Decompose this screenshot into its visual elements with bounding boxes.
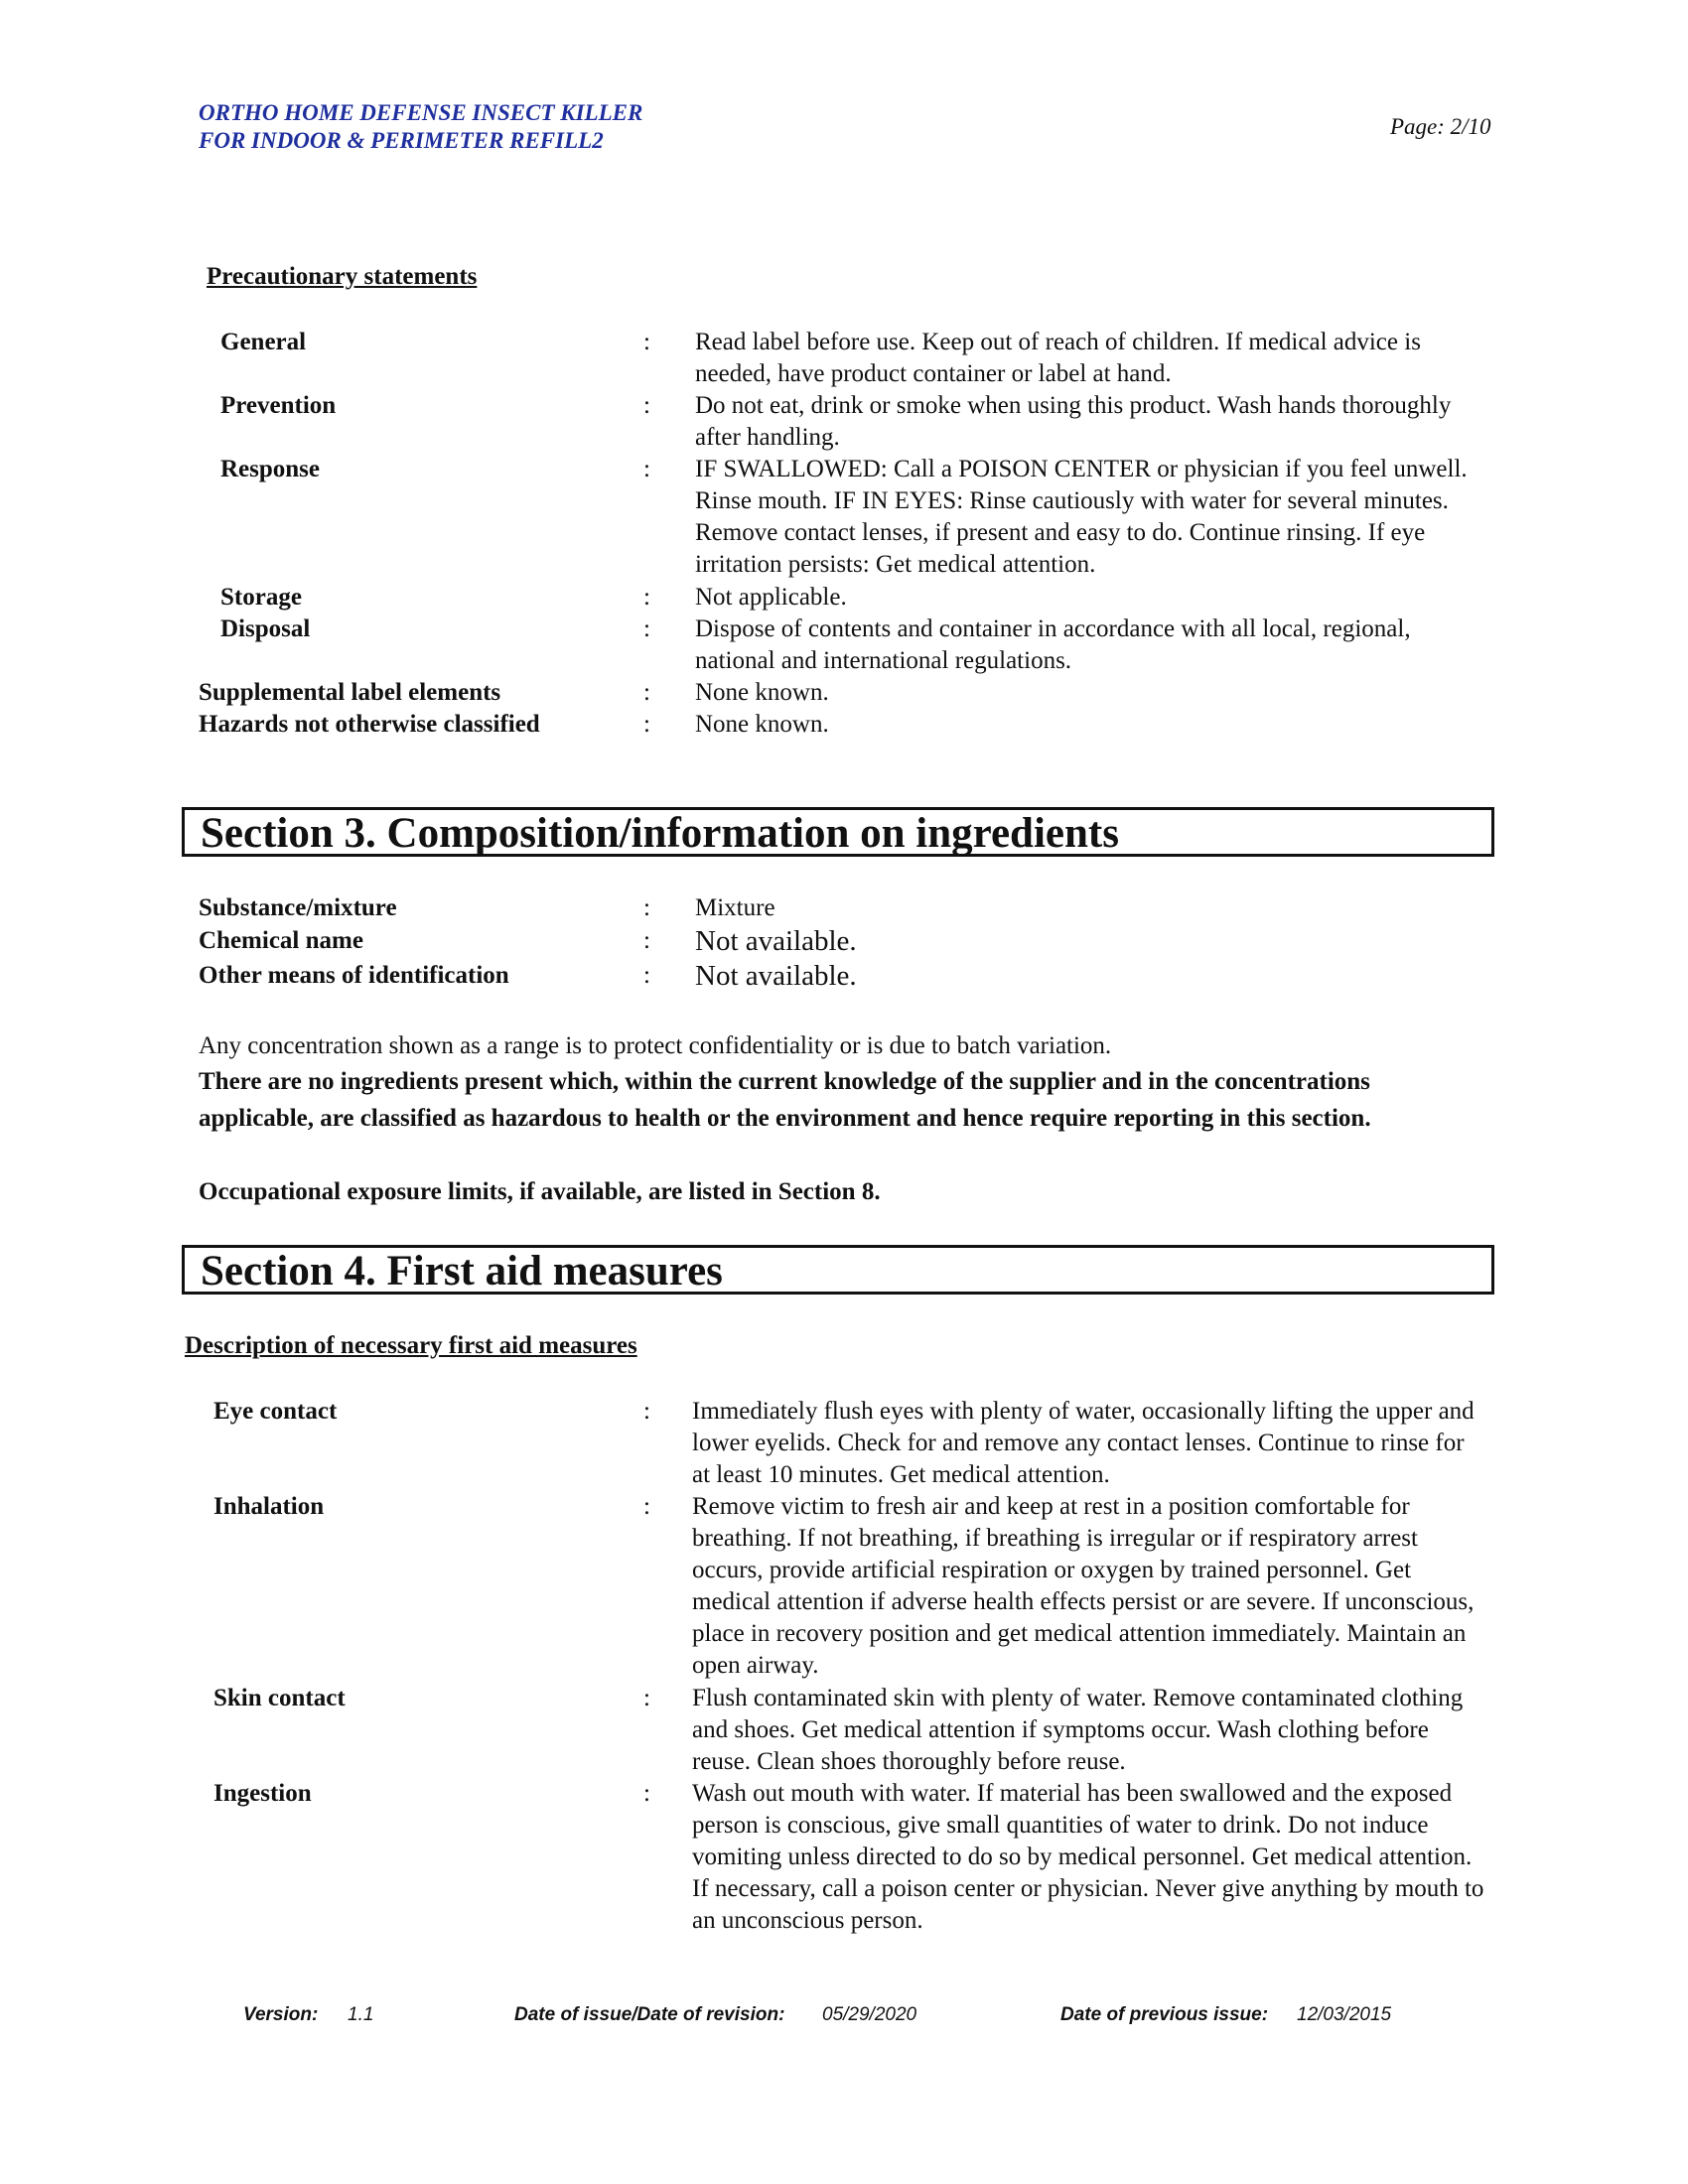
row-label: Prevention <box>220 392 337 419</box>
row-value: Do not eat, drink or smoke when using this product. Wash hands thoroughly after handling. <box>695 392 1452 451</box>
section-4-header <box>182 1245 1494 1295</box>
row-value: Wash out mouth with water. If material has been swallowed and the exposed person is conscious, give small quantities of water to drink. Do not induce vomiting unless directed to do so by medical personnel. Get medical attention. If necessary, call a poison center or physician. Never give anything by mouth to an unconscious person. <box>692 1780 1484 1934</box>
row-colon: : <box>643 456 650 482</box>
row-label: Response <box>220 456 321 482</box>
row-label: Disposal <box>220 615 311 642</box>
row-colon: : <box>643 1493 650 1520</box>
row-label: Eye contact <box>213 1398 338 1425</box>
row-label: Substance/mixture <box>199 894 397 921</box>
row-label: General <box>220 329 307 355</box>
row-label: Other means of identification <box>199 962 509 989</box>
row-label: Supplemental label elements <box>199 679 501 706</box>
row-colon: : <box>643 584 650 611</box>
product-title-line-2: FOR INDOOR & PERIMETER REFILL2 <box>199 128 604 153</box>
row-colon: : <box>643 927 650 954</box>
footer-issue-label: Date of issue/Date of revision: <box>514 2004 785 2025</box>
row-colon: : <box>643 615 650 642</box>
row-label: Ingestion <box>213 1780 312 1807</box>
row-colon: : <box>643 679 650 706</box>
page-number: Page: 2/10 <box>1390 114 1491 139</box>
first-aid-subheading: Description of necessary first aid measures <box>185 1332 637 1359</box>
concentration-note: Any concentration shown as a range is to protect confidentiality or is due to batch variation. <box>199 1032 1112 1059</box>
footer-previous-date: 12/03/2015 <box>1297 2004 1392 2025</box>
section-4-title: Section 4. First aid measures <box>201 1248 723 1295</box>
row-value: Remove victim to fresh air and keep at rest in a position comfortable for breathing. If not breathing, if breathing is irregular or if respiratory arrest occurs, provide artificial respiration or oxygen by trained personnel. Get medical attention if adverse health effects persist or are severe. If unconscious, place in recovery position and get medical attention immediately. Maintain an open airway. <box>692 1493 1475 1679</box>
row-label: Chemical name <box>199 927 363 954</box>
row-value: None known. <box>695 711 829 738</box>
footer-version-value: 1.1 <box>348 2004 374 2025</box>
row-value: None known. <box>695 679 829 706</box>
row-colon: : <box>643 894 650 921</box>
row-value: Flush contaminated skin with plenty of water. Remove contaminated clothing and shoes. Get medical attention if symptoms occur. Wash clothing before reuse. Clean shoes thoroughly before reuse. <box>692 1685 1464 1775</box>
ingredients-statement: There are no ingredients present which, within the current knowledge of the supplier and in the concentrations applicable, are classified as hazardous to health or the environment and hence require reporting in this section. <box>199 1068 1371 1132</box>
exposure-limits-note: Occupational exposure limits, if available, are listed in Section 8. <box>199 1178 881 1205</box>
section-3-title: Section 3. Composition/information on ingredients <box>201 810 1119 857</box>
product-title-line-1: ORTHO HOME DEFENSE INSECT KILLER <box>199 100 643 125</box>
document-product-title <box>199 99 642 155</box>
row-colon: : <box>643 962 650 989</box>
row-value: Read label before use. Keep out of reach of children. If medical advice is needed, have product container or label at hand. <box>695 329 1421 387</box>
row-value: Not available. <box>695 960 857 992</box>
row-colon: : <box>643 392 650 419</box>
section-3-header <box>182 807 1494 857</box>
row-value: Not available. <box>695 925 857 957</box>
row-colon: : <box>643 1685 650 1711</box>
row-label: Skin contact <box>213 1685 346 1711</box>
row-label: Inhalation <box>213 1493 325 1520</box>
row-label: Storage <box>220 584 302 611</box>
row-colon: : <box>643 1398 650 1425</box>
row-colon: : <box>643 711 650 738</box>
row-value: Dispose of contents and container in accordance with all local, regional, national and international regulations. <box>695 615 1411 674</box>
row-value: Not applicable. <box>695 584 847 611</box>
row-colon: : <box>643 1780 650 1807</box>
footer-issue-date: 05/29/2020 <box>822 2004 917 2025</box>
row-value: Immediately flush eyes with plenty of water, occasionally lifting the upper and lower eyelids. Check for and remove any contact lenses. Continue to rinse for at least 10 minutes. Get medical attention. <box>692 1398 1475 1488</box>
precautionary-heading: Precautionary statements <box>207 263 478 290</box>
footer-previous-label: Date of previous issue: <box>1060 2004 1269 2025</box>
row-value: IF SWALLOWED: Call a POISON CENTER or physician if you feel unwell. Rinse mouth. IF IN EYES: Rinse cautiously with water for several minutes. Remove contact lenses, if present and easy to do. Continue rinsing. If eye irritation persists: Get medical attention. <box>695 456 1468 578</box>
row-label: Hazards not otherwise classified <box>199 711 540 738</box>
row-colon: : <box>643 329 650 355</box>
footer-version-label: Version: <box>243 2004 319 2025</box>
row-value: Mixture <box>695 894 775 921</box>
